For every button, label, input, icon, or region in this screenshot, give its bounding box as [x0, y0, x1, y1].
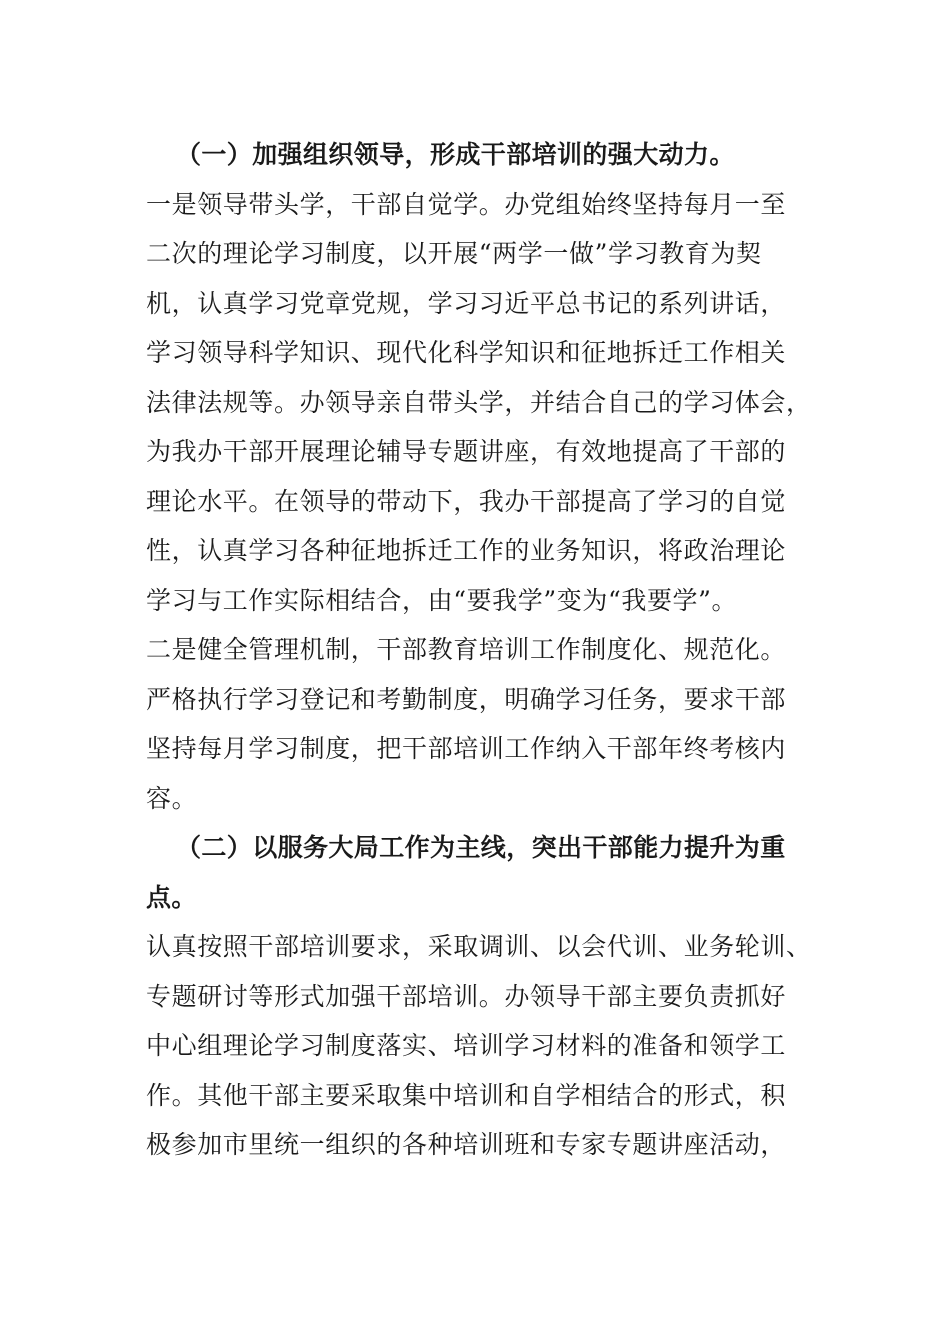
paragraph-1-line: 二次的理论学习制度，以开展“两学一做”学习教育为契: [146, 239, 762, 268]
section-heading-2-continuation: 点。: [146, 882, 197, 912]
paragraph-2-line: 中心组理论学习制度落实、培训学习材料的准备和领学工: [146, 1031, 787, 1060]
paragraph-1-line: 性，认真学习各种征地拆迁工作的业务知识，将政治理论: [146, 536, 787, 565]
paragraph-2-line: 极参加市里统一组织的各种培训班和专家专题讲座活动，: [146, 1130, 787, 1159]
paragraph-1-line: 二是健全管理机制，干部教育培训工作制度化、规范化。: [146, 635, 787, 664]
section-heading-1: （一）加强组织领导，形成干部培训的强大动力。: [176, 140, 735, 169]
paragraph-1-line: 理论水平。在领导的带动下，我办干部提高了学习的自觉: [146, 486, 787, 516]
paragraph-1-line: 容。: [146, 783, 198, 813]
paragraph-1-line: 学习领导科学知识、现代化科学知识和征地拆迁工作相关: [146, 338, 787, 367]
paragraph-1-line: 法律法规等。办领导亲自带头学，并结合自己的学习体会，: [146, 387, 812, 417]
paragraph-1-line: 严格执行学习登记和考勤制度，明确学习任务，要求干部: [146, 684, 787, 714]
paragraph-1-line: 一是领导带头学，干部自觉学。办党组始终坚持每月一至: [146, 189, 787, 219]
paragraph-1-line: 机，认真学习党章党规，学习习近平总书记的系列讲话，: [146, 288, 787, 318]
document-body: [146, 130, 810, 1170]
paragraph-1-line: 坚持每月学习制度，把干部培训工作纳入干部年终考核内: [146, 734, 787, 763]
paragraph-1-line: 为我办干部开展理论辅导专题讲座，有效地提高了干部的: [146, 437, 787, 466]
paragraph-2-line: 专题研讨等形式加强干部培训。办领导干部主要负责抓好: [146, 981, 787, 1011]
paragraph-2-line: 认真按照干部培训要求，采取调训、以会代训、业务轮训、: [146, 932, 812, 961]
section-heading-2: （二）以服务大局工作为主线，突出干部能力提升为重: [176, 833, 786, 862]
paragraph-1-line: 学习与工作实际相结合，由“要我学”变为“我要学”。: [146, 585, 738, 615]
paragraph-2-line: 作。其他干部主要采取集中培训和自学相结合的形式，积: [146, 1080, 787, 1110]
